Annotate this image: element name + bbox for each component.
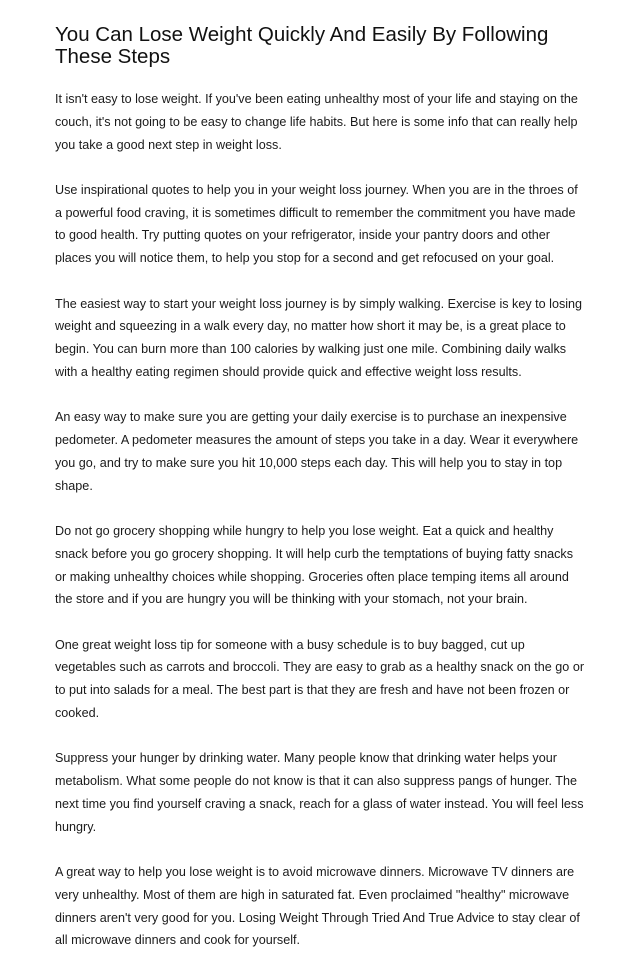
paragraph-walking: The easiest way to start your weight loss journey is by simply walking. Exercise is key to losing weight and squeezing in a walk every day, no matter how short it may be, is a great place to begin. You can burn more than 100 calories by walking just one mile. Combining daily walks with a healthy eating regimen should provide quick and effective weight loss results.	[55, 296, 583, 379]
paragraph-intro: It isn't easy to lose weight. If you've been eating unhealthy most of your life and staying on the couch, it's not going to be easy to change life habits. But here is some info that can really help you take a good next step in weight loss.	[55, 92, 578, 152]
document-page	[55, 24, 585, 975]
paragraph-drinking-water: Suppress your hunger by drinking water. Many people know that drinking water helps your metabolism. What some people do not know is that it can also suppress pangs of hunger. The next time you find yourself craving a snack, reach for a glass of water instead. You will feel less hungry.	[55, 751, 584, 834]
paragraph-pedometer: An easy way to make sure you are getting your daily exercise is to purchase an inexpensive pedometer. A pedometer measures the amount of steps you take in a day. Wear it everywhere you go, and try to make sure you hit 10,000 steps each day. This will help you to stay in top shape.	[55, 410, 579, 493]
document-title: You Can Lose Weight Quickly And Easily By Following These Steps	[55, 23, 549, 68]
paragraph-grocery-shopping: Do not go grocery shopping while hungry to help you lose weight. Eat a quick and healthy snack before you go grocery shopping. It will help curb the temptations of buying fatty snacks or making unhealthy choices while shopping. Groceries often place temping items all around the store and if you are hungry you will be thinking with your stomach, not your brain.	[55, 523, 574, 607]
paragraph-bagged-vegetables: One great weight loss tip for someone with a busy schedule is to buy bagged, cut up vegetables such as carrots and broccoli. They are easy to grab as a healthy snack on the go or to put into salads for a meal. The best part is that they are fresh and have not been frozen or cooked.	[55, 637, 585, 721]
paragraph-microwave-dinners: A great way to help you lose weight is to avoid microwave dinners. Microwave TV dinners are very unhealthy. Most of them are high in saturated fat. Even proclaimed "healthy" microwave dinners aren't very good for you. Losing Weight Through Tried And True Advice to stay clear of all microwave dinners and cook for yourself.	[55, 865, 580, 948]
paragraph-inspirational-quotes: Use inspirational quotes to help you in your weight loss journey. When you are in the throes of a powerful food craving, it is sometimes difficult to remember the commitment you have made to good health. Try putting quotes on your refrigerator, inside your pantry doors and other places you will notice them, to help you stop for a second and get refocused on your goal.	[55, 182, 578, 266]
